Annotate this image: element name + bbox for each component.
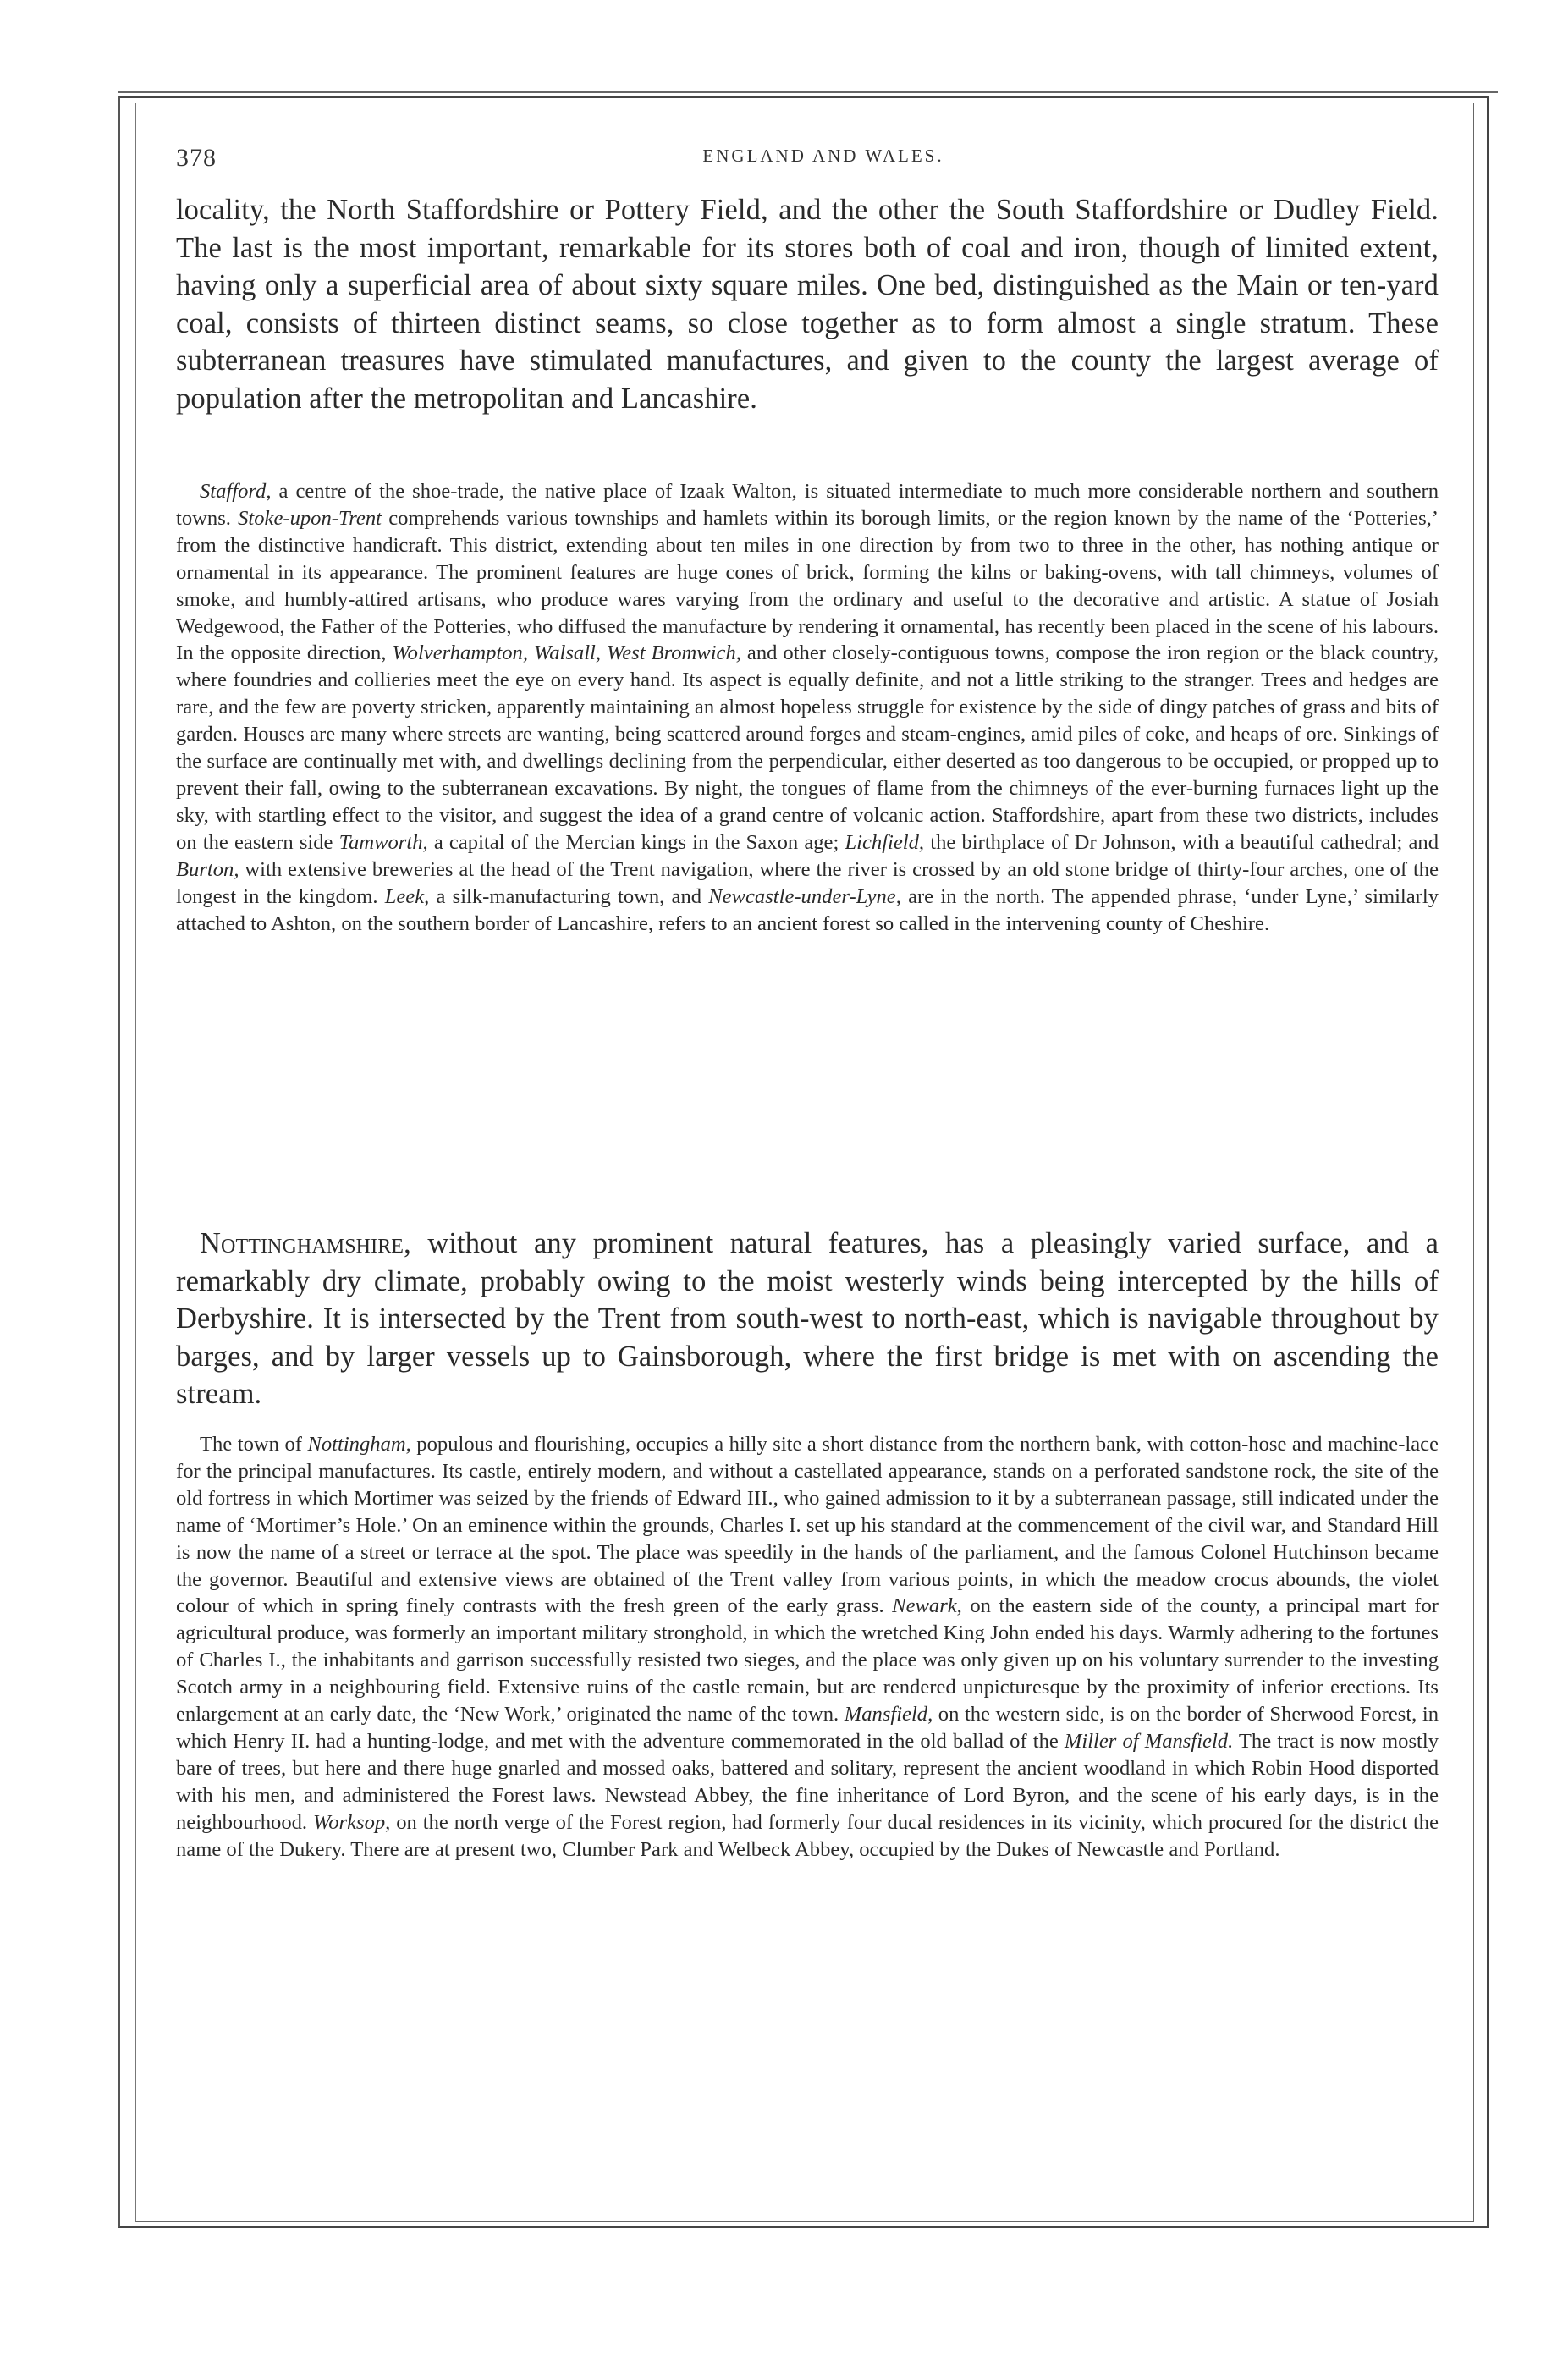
place-name: Stafford, [200, 480, 272, 503]
text-run: are in the north. The appended phrase, ‘under Lyne,’ similarly attached to Ashton, on the southern border of Lancashire, refers to an ancient forest so called in the intervening county of Cheshire. [176, 884, 1439, 935]
page-header [176, 144, 1437, 178]
page-number: 378 [176, 144, 217, 172]
text-run: a capital of the Mercian kings in the Saxon age; [427, 830, 845, 854]
text-run: The tract is now mostly bare of trees, but here and there huge gnarled and mossed oaks, battered and solitary, represent the ancient woodland in which Robin Hood disported with his men, and administered the Forest laws. Newstead Abbey, the fine inheritance of Lord Byron, and the scene of his early days, is in the neighbourhood. [176, 1729, 1439, 1834]
text-run: a centre of the shoe-trade, the native place of Izaak Walton, is situated intermediate to much more considerable northern and southern towns. [176, 480, 1439, 530]
text-run: populous and flourishing, occupies a hilly site a short distance from the northern bank, with cotton-hose and machine-lace for the principal manufactures. Its castle, entirely modern, and without a castellated appearance, stands on a perforated sandstone rock, the site of the old fortress in which Mortimer was seized by the friends of Edward III., who gained admission to it by a subterranean passage, still indicated under the name of ‘Mortimer’s Hole.’ On an eminence within the grounds, Charles I. set up his standard at the commencement of the civil war, and Standard Hill is now the name of a street or terrace at the spot. The place was speedily in the hands of the parliament, and the famous Colonel Hutchinson became the governor. Beautiful and extensive views are obtained of the Trent valley from various points, in which the meadow crocus abounds, the violet colour of which in spring finely contrasts with the fresh green of the early grass. [176, 1433, 1439, 1618]
place-name: Burton, [176, 857, 239, 881]
text-run: comprehends various townships and hamlets within its borough limits, or the region known by the name of the ‘Potteries,’ from the distinctive handicraft. This district, extending about ten miles in one direction by from two to three in the other, has nothing antique or ornamental in its appearance. The prominent features are huge cones of brick, forming the kilns or baking-ovens, with tall chimneys, volumes of smoke, and humbly-attired artisans, who produce wares varying from the ordinary and useful to the decorative and artistic. A statue of Josiah Wedgewood, the Father of the Potteries, who diffused the manufacture by rendering it ornamental, has recently been placed in the scene of his labours. In the opposite direction, [176, 506, 1439, 665]
text-run: with extensive breweries at the head of the Trent navigation, where the river is crossed by an old stone bridge of thirty-four arches, one of the longest in the kingdom. [176, 857, 1439, 908]
place-name: Wolverhampton, Walsall, West Bromwich, [392, 641, 741, 665]
text-run: without any prominent natural features, has a pleasingly varied surface, and a remarkably dry climate, probably owing to the moist westerly winds being intercepted by the hills of Derbyshire. It is intersected by the Trent from south-west to north-east, which is navigable throughout by barges, and by larger vessels up to Gainsborough, where the first bridge is met with on ascending the stream. [176, 1227, 1439, 1410]
text-run: on the western side, is on the border of Sherwood Forest, in which Henry II. had a hunting-lodge, and met with the adventure commemorated in the old ballad of the [176, 1703, 1439, 1753]
text-run: the birthplace of Dr Johnson, with a beautiful cathedral; and [924, 830, 1439, 854]
text-run: on the eastern side of the county, a principal mart for agricultural produce, was formerly an important military stronghold, in which the wretched King John ended his days. Warmly adhering to the fortunes of Charles I., the inhabitants and garrison successfully resisted two sieges, and the place was only given up on his voluntary surrender to the investing Scotch army in a neighbouring field. Extensive ruins of the castle remain, but are rendered unpicturesque by the proximity of inferior erections. Its enlargement at an early date, the ‘New Work,’ originated the name of the town. [176, 1594, 1439, 1726]
text-run: The town of [200, 1433, 308, 1456]
top-rule [118, 91, 1498, 93]
paragraph-nottinghamshire [176, 1225, 1439, 1413]
ballad-title: Miller of Mansfield. [1064, 1729, 1234, 1753]
running-head: ENGLAND AND WALES. [702, 146, 944, 166]
text-run: and other closely-contiguous towns, compose the iron region or the black country, where foundries and collieries meet the eye on every hand. Its aspect is equally definite, and not a little striking to the stranger. Trees and hedges are rare, and the few are poverty stricken, apparently maintaining an almost hopeless struggle for existence by the side of dingy patches of grass and bits of garden. Houses are many where streets are wanting, being scattered around forges and steam-engines, amid piles of coke, and heaps of ore. Sinkings of the surface are continually met with, and dwellings declining from the perpendicular, either deserted as too dangerous to be occupied, or propped up to prevent their fall, owing to the subterranean excavations. By night, the tongues of flame from the chimneys of the ever-burning furnaces light up the sky, with startling effect to the visitor, and suggest the idea of a grand centre of volcanic action. Staffordshire, apart from these two districts, includes on the eastern side [176, 641, 1439, 854]
place-name: Newcastle-under-Lyne, [708, 884, 901, 908]
place-name: Stoke-upon-Trent [238, 506, 382, 530]
county-name: Nottinghamshire, [200, 1227, 411, 1259]
text-run: on the north verge of the Forest region, had formerly four ducal residences in its vicinity, which procured for the district the name of the Dukery. There are at present two, Clumber Park and Welbeck Abbey, occupied by the Dukes of Newcastle and Portland. [176, 1810, 1439, 1861]
place-name: Newark, [892, 1594, 962, 1618]
place-name: Nottingham, [307, 1433, 411, 1456]
place-name: Leek, [384, 884, 430, 908]
place-name: Mansfield, [844, 1703, 933, 1726]
page-frame-inner [135, 103, 1474, 2222]
paragraph-nottingham-towns [176, 1431, 1439, 1864]
paragraph-staffordshire-coal: locality, the North Staffordshire or Pottery Field, and the other the South Staffordshire or Dudley Field. The last is the most important, remarkable for its stores both of coal and iron, though of limited extent, having only a superficial area of about sixty square miles. One bed, distinguished as the Main or ten-yard coal, consists of thirteen distinct seams, so close together as to form almost a single stratum. These subterranean treasures have stimulated manufactures, and given to the county the largest average of population after the metropolitan and Lancashire. [176, 194, 1439, 415]
paragraph-stafford-towns [176, 478, 1439, 937]
place-name: Lichfield, [845, 830, 925, 854]
place-name: Tamworth, [338, 830, 428, 854]
place-name: Worksop, [312, 1810, 391, 1834]
text-run: a silk-manufacturing town, and [429, 884, 709, 908]
